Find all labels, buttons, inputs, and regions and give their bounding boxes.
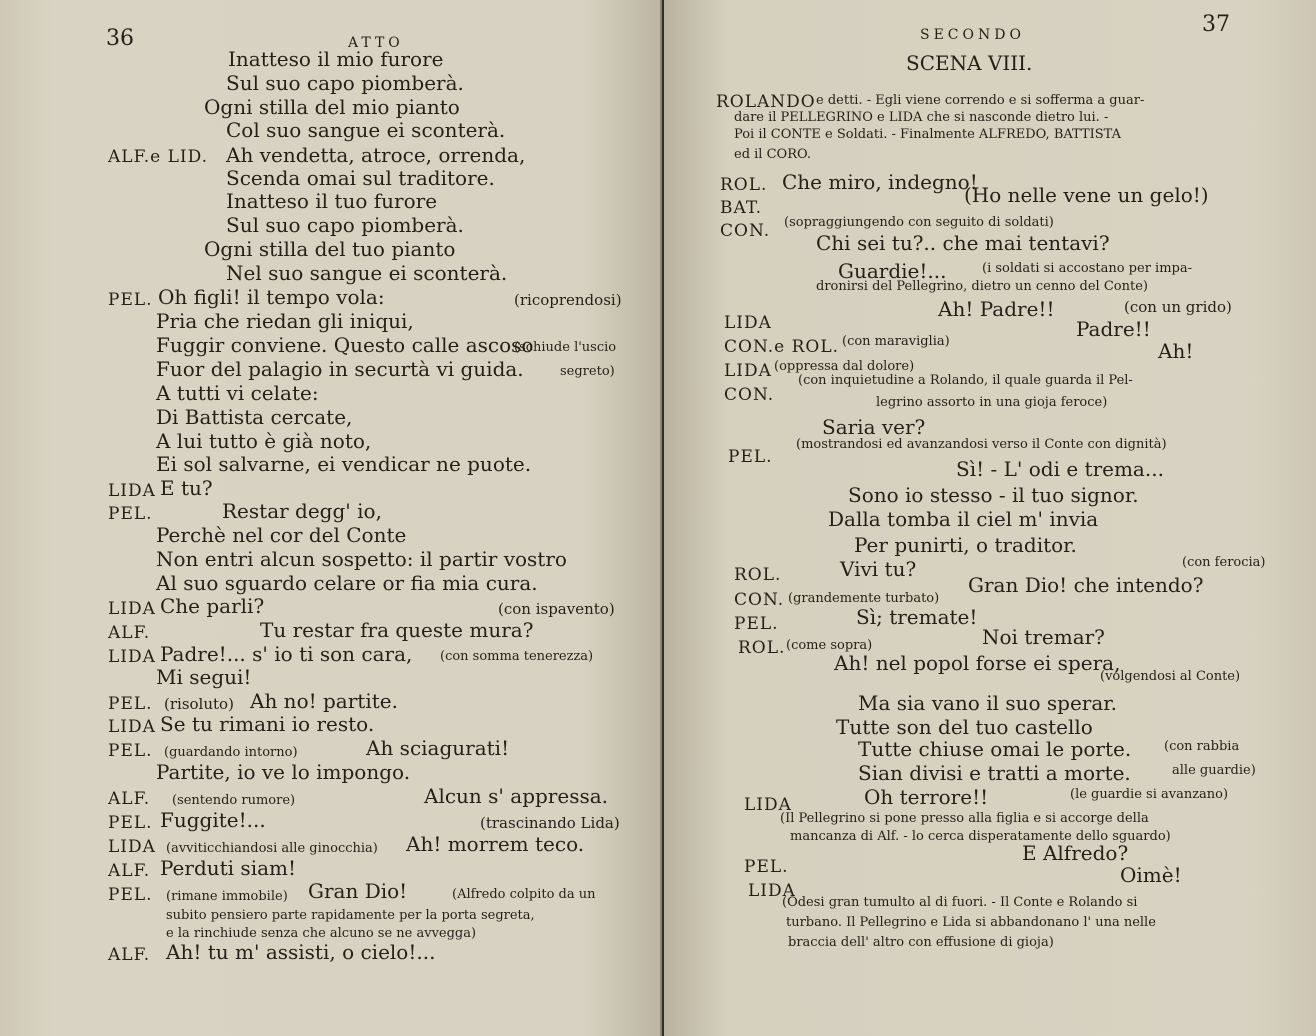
verse-line: (Ho nelle vene un gelo!) xyxy=(964,183,1209,207)
verse-line: Inatteso il mio furore xyxy=(228,47,444,71)
verse-line: Tutte chiuse omai le porte. xyxy=(858,737,1132,761)
stage-direction: alle guardie) xyxy=(1172,763,1256,778)
verse-line: Guardie!... xyxy=(838,259,947,283)
verse-line: A tutti vi celate: xyxy=(156,381,319,405)
verse-line: Partite, io ve lo impongo. xyxy=(156,760,411,784)
scene-heading: SCENA VIII. xyxy=(906,51,1033,75)
stage-direction: Poi il CONTE e Soldati. - Finalmente ALFREDO, BATTISTA xyxy=(734,127,1122,142)
verse-line: Al suo sguardo celare or fia mia cura. xyxy=(156,571,538,595)
verse-line: Sono io stesso - il tuo signor. xyxy=(848,483,1139,507)
stage-direction: (i soldati si accostano per impa- xyxy=(982,261,1192,276)
verse-line: Ogni stilla del tuo pianto xyxy=(204,237,456,261)
speaker-label: ROL. xyxy=(738,638,786,658)
speaker-label: LIDA xyxy=(108,837,156,857)
speaker-label: LIDA xyxy=(748,881,796,901)
stage-direction: (come sopra) xyxy=(786,638,873,653)
speaker-label: LIDA xyxy=(108,717,156,737)
verse-line: Chi sei tu?.. che mai tentavi? xyxy=(816,231,1110,255)
stage-direction: (con somma tenerezza) xyxy=(440,649,594,664)
speaker-label: CON. xyxy=(720,221,771,241)
verse-line: Ah vendetta, atroce, orrenda, xyxy=(226,143,526,167)
verse-line: Sì! - L' odi e trema... xyxy=(956,457,1164,481)
verse-line: Se tu rimani io resto. xyxy=(160,712,375,736)
stage-direction: (Il Pellegrino si pone presso alla figlia e si accorge della xyxy=(780,811,1149,826)
verse-line: Pria che riedan gli iniqui, xyxy=(156,309,414,333)
verse-line: Ah no! partite. xyxy=(250,689,398,713)
speaker-label: CON. xyxy=(724,385,775,405)
stage-direction: (con un grido) xyxy=(1124,298,1232,316)
stage-direction: (avviticchiandosi alle ginocchia) xyxy=(166,841,378,856)
stage-direction: (trascinando Lida) xyxy=(480,814,620,832)
verse-line: Fuggir conviene. Questo calle ascoso xyxy=(156,333,534,357)
verse-line: Mi segui! xyxy=(156,665,252,689)
stage-direction: mancanza di Alf. - lo cerca disperatamente dello sguardo) xyxy=(790,829,1171,844)
speaker-label: PEL. xyxy=(734,614,779,634)
verse-line: E tu? xyxy=(160,476,213,500)
verse-line: Ah! nel popol forse ei spera, xyxy=(834,651,1121,675)
verse-line: Di Battista cercate, xyxy=(156,405,353,429)
stage-direction: (sentendo rumore) xyxy=(172,793,296,808)
speaker-label: LIDA xyxy=(108,647,156,667)
verse-line: Ah sciagurati! xyxy=(366,736,510,760)
stage-direction: dare il PELLEGRINO e LIDA che si nasconde dietro lui. - xyxy=(734,110,1109,125)
verse-line: Restar degg' io, xyxy=(222,499,382,523)
speaker-label: BAT. xyxy=(720,198,763,218)
speaker-label: PEL. xyxy=(108,741,153,761)
speaker-label: PEL. xyxy=(108,290,153,310)
verse-line: Perchè nel cor del Conte xyxy=(156,523,407,547)
verse-line: Oh figli! il tempo vola: xyxy=(158,285,385,309)
verse-line: Col suo sangue ei sconterà. xyxy=(226,118,506,142)
verse-line: Inatteso il tuo furore xyxy=(226,189,438,213)
stage-direction: segreto) xyxy=(560,364,615,379)
speaker-label: PEL. xyxy=(108,504,153,524)
stage-direction: ed il CORO. xyxy=(734,147,812,162)
speaker-label: CON. xyxy=(734,590,785,610)
verse-line: Dalla tomba il ciel m' invia xyxy=(828,507,1099,531)
verse-line: Padre!... s' io ti son cara, xyxy=(160,642,413,666)
verse-line: Vivi tu? xyxy=(840,557,917,581)
verse-line: Che miro, indegno! xyxy=(782,170,978,194)
verse-line: Noi tremar? xyxy=(982,625,1105,649)
stage-direction: legrino assorto in una gioja feroce) xyxy=(876,395,1108,410)
stage-direction: (ricoprendosi) xyxy=(514,291,622,309)
verse-line: Che parli? xyxy=(160,594,265,618)
verse-line: Saria ver? xyxy=(822,415,926,439)
stage-direction: (sopraggiungendo con seguito di soldati) xyxy=(784,215,1054,230)
speaker-label: LIDA xyxy=(108,599,156,619)
stage-direction: (le guardie si avanzano) xyxy=(1070,787,1229,802)
verse-line: Per punirti, o traditor. xyxy=(854,533,1077,557)
stage-direction: e detti. - Egli viene correndo e si sofferma a guar- xyxy=(816,93,1145,108)
speaker-label: PEL. xyxy=(108,813,153,833)
speaker-label: ROL. xyxy=(734,565,782,585)
verse-line: Fuor del palagio in securtà vi guida. xyxy=(156,357,524,381)
speaker-label: ALF. xyxy=(108,861,151,881)
stage-direction: (con ispavento) xyxy=(498,600,615,618)
stage-direction: dronirsi del Pellegrino, dietro un cenno del Conte) xyxy=(816,279,1148,294)
verse-line: Sì; tremate! xyxy=(856,605,978,629)
verse-line: Ah! Padre!! xyxy=(938,297,1055,321)
stage-direction: (Odesi gran tumulto al di fuori. - Il Conte e Rolando si xyxy=(782,895,1138,910)
speaker-label: ALF. xyxy=(108,789,151,809)
stage-direction: braccia dell' altro con effusione di gioja) xyxy=(788,935,1054,950)
speaker-label: PEL. xyxy=(108,694,153,714)
stage-direction: (mostrandosi ed avanzandosi verso il Conte con dignità) xyxy=(796,437,1167,452)
stage-direction: (con rabbia xyxy=(1164,739,1240,754)
stage-direction: (Alfredo colpito da un xyxy=(452,887,596,902)
page-number: 36 xyxy=(106,26,134,51)
speaker-label: LIDA xyxy=(724,361,772,381)
right-page xyxy=(664,0,1316,1036)
stage-direction: (volgendosi al Conte) xyxy=(1100,669,1241,684)
speaker-label: ALF.e LID. xyxy=(108,147,209,167)
speaker-label: CON.e ROL. xyxy=(724,337,840,357)
stage-direction: turbano. Il Pellegrino e Lida si abbandonano l' una nelle xyxy=(786,915,1156,930)
stage-direction: (risoluto) xyxy=(164,695,234,713)
speaker-label: ALF. xyxy=(108,623,151,643)
verse-line: Sul suo capo piomberà. xyxy=(226,71,464,95)
verse-line: Ah! morrem teco. xyxy=(406,832,585,856)
page-number: 37 xyxy=(1202,12,1230,37)
verse-line: Scenda omai sul traditore. xyxy=(226,166,495,190)
stage-direction: (rimane immobile) xyxy=(166,889,288,904)
speaker-label: PEL. xyxy=(744,857,789,877)
verse-line: Ogni stilla del mio pianto xyxy=(204,95,460,119)
stage-direction: (con ferocia) xyxy=(1182,555,1266,570)
verse-line: Ei sol salvarne, ei vendicar ne puote. xyxy=(156,452,532,476)
stage-direction: (con maraviglia) xyxy=(842,334,950,349)
speaker-label: PEL. xyxy=(728,447,773,467)
verse-line: A lui tutto è già noto, xyxy=(156,429,372,453)
verse-line: Nel suo sangue ei sconterà. xyxy=(226,261,508,285)
running-header: ATTO xyxy=(348,35,404,51)
stage-direction: (grandemente turbato) xyxy=(788,591,940,606)
verse-line: Oh terrore!! xyxy=(864,785,989,809)
verse-line: Ah! xyxy=(1158,339,1194,363)
speaker-label: ROLANDO xyxy=(716,92,816,112)
speaker-label: ROL. xyxy=(720,175,768,195)
verse-line: Gran Dio! che intendo? xyxy=(968,573,1204,597)
verse-line: Alcun s' appressa. xyxy=(424,784,609,808)
speaker-label: PEL. xyxy=(108,885,153,905)
speaker-label: ALF. xyxy=(108,945,151,965)
verse-line: Perduti siam! xyxy=(160,856,297,880)
stage-direction: (con inquietudine a Rolando, il quale guarda il Pel- xyxy=(798,373,1133,388)
verse-line: Tutte son del tuo castello xyxy=(836,715,1093,739)
speaker-label: LIDA xyxy=(744,795,792,815)
running-header: SECONDO xyxy=(920,27,1025,43)
verse-line: Fuggite!... xyxy=(160,808,266,832)
verse-line: Gran Dio! xyxy=(308,879,408,903)
verse-line: Sul suo capo piomberà. xyxy=(226,213,464,237)
verse-line: E Alfredo? xyxy=(1022,841,1129,865)
speaker-label: LIDA xyxy=(108,481,156,501)
verse-line: Padre!! xyxy=(1076,317,1151,341)
verse-line: Tu restar fra queste mura? xyxy=(260,618,534,642)
verse-line: Oimè! xyxy=(1120,863,1182,887)
stage-direction: e la rinchiude senza che alcuno se ne avvegga) xyxy=(166,926,477,941)
verse-line: Sian divisi e tratti a morte. xyxy=(858,761,1131,785)
verse-line: Ma sia vano il suo sperar. xyxy=(858,691,1118,715)
stage-direction: subito pensiero parte rapidamente per la porta segreta, xyxy=(166,908,535,923)
stage-direction: (schiude l'uscio xyxy=(514,340,617,355)
stage-direction: (guardando intorno) xyxy=(164,745,298,760)
verse-line: Ah! tu m' assisti, o cielo!... xyxy=(166,940,436,964)
verse-line: Non entri alcun sospetto: il partir vostro xyxy=(156,547,567,571)
speaker-label: LIDA xyxy=(724,313,772,333)
stage-direction: (oppressa dal dolore) xyxy=(774,359,915,374)
